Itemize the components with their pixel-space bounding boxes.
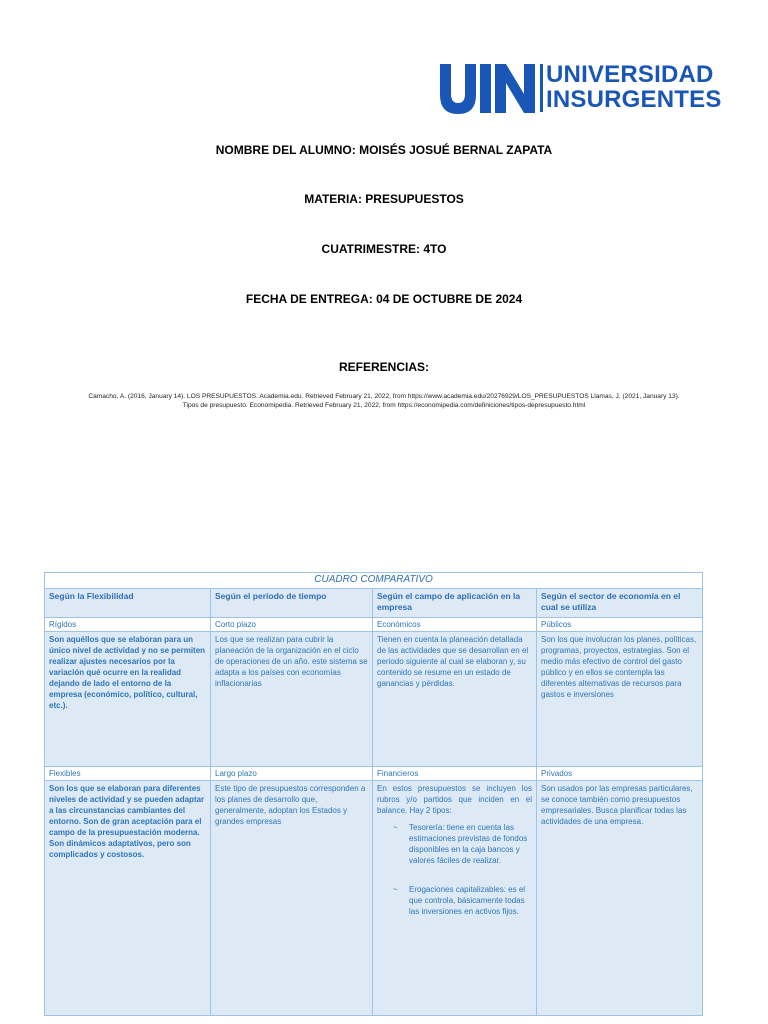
tilde-bullet-icon: ~	[393, 823, 398, 832]
logo-line-1: UNIVERSIDAD	[546, 61, 714, 88]
tilde-bullet-icon: ~	[393, 885, 398, 894]
comparison-table	[44, 572, 703, 1016]
header-time-period: Según el período de tiempo	[211, 589, 373, 618]
header-flexibility: Según la Flexibilidad	[45, 589, 211, 618]
label-private: Privados	[537, 767, 703, 781]
subject: MATERIA: PRESUPUESTOS	[304, 192, 464, 206]
logo-line-2: INSURGENTES	[546, 86, 722, 113]
uin-logo-mark	[440, 62, 536, 114]
list-item	[377, 884, 532, 917]
student-name: NOMBRE DEL ALUMNO: MOISÉS JOSUÉ BERNAL ZAPATA	[215, 143, 553, 157]
financial-item-treasury: Tesorería: tiene en cuenta las estimaciones previstas de fondos disponibles en la caja bancos y valores fáciles de realizar.	[409, 823, 528, 865]
text-public: Son los que involucran los planes, políticas, programas, proyectos, estrategias. Son el medio más efectivo de control del gasto público y en ellos se contempla las diferentes alternativas de recursos para gastos e inversiones	[537, 632, 703, 767]
financial-item-capital: Erogaciones capitalizables: es el que controla, básicamente todas las inversiones en activos fijos.	[409, 885, 526, 916]
reference-line-1: Camacho, A. (2016, January 14). LOS PRESUPUESTOS. Academia.edu. Retrieved February 21, 2022, from https://www.academia.edu/20276929/LOS_PRESUPUESTOS Llamas, J. (2021, January 13).	[88, 393, 680, 400]
header-application-field: Según el campo de aplicación en la empresa	[373, 589, 537, 618]
text-private: Son usados por las empresas particulares, se conoce también como presupuestos empresariales. Busca planificar todas las actividades de una empresa.	[537, 781, 703, 1016]
label-short-term: Corto plazo	[211, 618, 373, 632]
university-logo	[440, 61, 722, 114]
label-public: Públicos	[537, 618, 703, 632]
logo-divider	[540, 64, 543, 112]
term: CUATRIMESTRE: 4TO	[321, 242, 447, 256]
cell-financial	[373, 781, 537, 1016]
label-flexible: Flexibles	[45, 767, 211, 781]
text-flexible: Son los que se elaboran para diferentes niveles de actividad y se pueden adaptar a las circunstancias cambiantes del entorno. Son de gran aceptación para el campo de la presupuestación moderna. Son dinámicos adaptativos, pero son complicados y costosos.	[45, 781, 211, 1016]
label-economic: Económicos	[373, 618, 537, 632]
text-short-term: Los que se realizan para cubrir la planeación de la organización en el ciclo de operaciones de un año. este sistema se adapta a los países con economías inflacionarias	[211, 632, 373, 767]
financial-types-list	[377, 822, 532, 917]
reference-line-2: Tipos de presupuesto. Economipedia. Retrieved February 21, 2022, from https://economipedia.com/definiciones/tipos-depresupuesto.html	[182, 402, 586, 409]
text-economic: Tienen en cuenta la planeación detallada de las actividades que se desarrollan en el periodo siguiente al cual se elaboran y, su contenido se resume en un estado de ganancias y pérdidas.	[373, 632, 537, 767]
header-economy-sector: Según el sector de economía en el cual se utiliza	[537, 589, 703, 618]
table-title: CUADRO COMPARATIVO	[45, 573, 703, 589]
list-item	[377, 822, 532, 866]
label-rigid: Rígidos	[45, 618, 211, 632]
text-financial: En estos presupuestos se incluyen los rubros y/o partidos que inciden en el balance. Hay 2 tipos:	[377, 784, 532, 815]
due-date: FECHA DE ENTREGA: 04 DE OCTUBRE DE 2024	[245, 292, 523, 306]
text-long-term: Este tipo de presupuestos corresponden a los planes de desarrollo que, generalmente, adoptan los Estados y grandes empresas	[211, 781, 373, 1016]
references-text	[20, 392, 748, 410]
label-long-term: Largo plazo	[211, 767, 373, 781]
references-title: REFERENCIAS:	[338, 360, 429, 374]
label-financial: Financieros	[373, 767, 537, 781]
text-rigid: Son aquéllos que se elaboran para un único nivel de actividad y no se permiten realizar ajustes necesarios por la variación qué ocurre en la realidad dejando de lado el entorno de la empresa (económico, político, cultural, etc.).	[45, 632, 211, 767]
